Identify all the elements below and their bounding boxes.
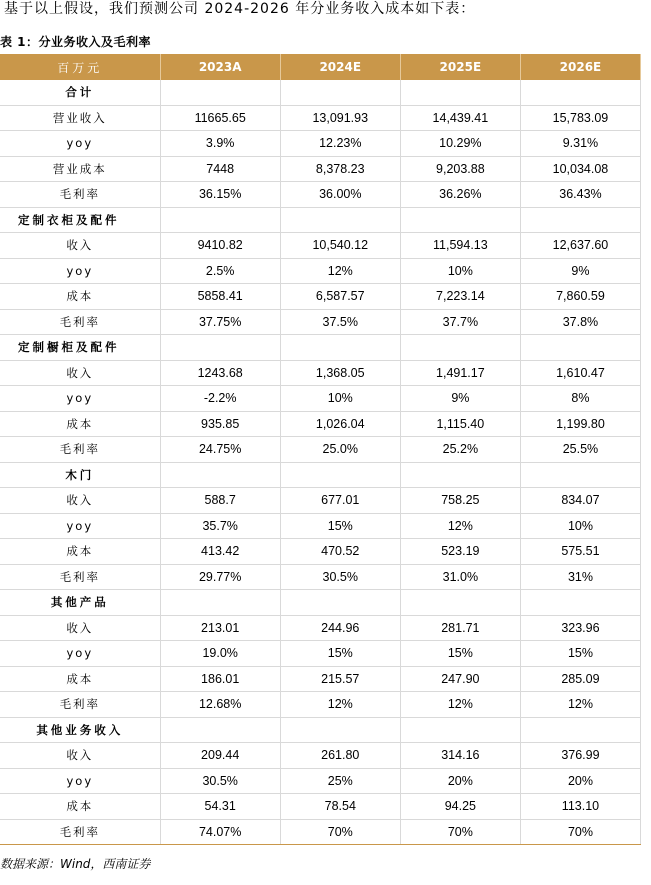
cell-value: 8,378.23 [280, 156, 400, 182]
cell-value [280, 335, 400, 361]
cell-value: 9% [520, 258, 640, 284]
cell-value: 1,199.80 [520, 411, 640, 437]
cell-value [400, 717, 520, 743]
table-row [0, 182, 641, 208]
header-2024e: 2024E [280, 54, 400, 80]
cell-value [520, 207, 640, 233]
section-label: 定制衣柜及配件 [0, 207, 160, 233]
table-row [0, 131, 641, 157]
cell-value: 935.85 [160, 411, 280, 437]
cell-value: 247.90 [400, 666, 520, 692]
row-label: 收入 [0, 233, 160, 259]
cell-value [160, 335, 280, 361]
cell-value: 37.8% [520, 309, 640, 335]
cell-value: 15% [280, 513, 400, 539]
section-label: 定制橱柜及配件 [0, 335, 160, 361]
cell-value: 36.15% [160, 182, 280, 208]
cell-value: 5858.41 [160, 284, 280, 310]
row-label: yoy [0, 258, 160, 284]
cell-value [400, 207, 520, 233]
cell-value: 2.5% [160, 258, 280, 284]
cell-value: 758.25 [400, 488, 520, 514]
table-row [0, 768, 641, 794]
row-label: 毛利率 [0, 819, 160, 845]
cell-value: 15% [280, 641, 400, 667]
cell-value: 24.75% [160, 437, 280, 463]
cell-value: 12% [280, 692, 400, 718]
cell-value: 523.19 [400, 539, 520, 565]
cell-value [520, 590, 640, 616]
table-row [0, 284, 641, 310]
table-row [0, 156, 641, 182]
cell-value [160, 717, 280, 743]
table-row [0, 360, 641, 386]
row-label: 毛利率 [0, 309, 160, 335]
cell-value: 20% [520, 768, 640, 794]
cell-value: 19.0% [160, 641, 280, 667]
cell-value: 37.75% [160, 309, 280, 335]
cell-value: 74.07% [160, 819, 280, 845]
row-label: 成本 [0, 794, 160, 820]
cell-value: 10% [520, 513, 640, 539]
cell-value: 54.31 [160, 794, 280, 820]
table-row [0, 692, 641, 718]
row-label: 成本 [0, 284, 160, 310]
cell-value: 31% [520, 564, 640, 590]
cell-value: 36.43% [520, 182, 640, 208]
cell-value: 314.16 [400, 743, 520, 769]
cell-value [280, 207, 400, 233]
cell-value: 13,091.93 [280, 105, 400, 131]
cell-value: 10.29% [400, 131, 520, 157]
cell-value [520, 462, 640, 488]
table-section-row [0, 717, 641, 743]
cell-value: 244.96 [280, 615, 400, 641]
row-label: 成本 [0, 666, 160, 692]
row-label: 营业收入 [0, 105, 160, 131]
cell-value: 20% [400, 768, 520, 794]
cell-value: 1243.68 [160, 360, 280, 386]
table-section-row [0, 335, 641, 361]
table-row [0, 539, 641, 565]
cell-value: 10,540.12 [280, 233, 400, 259]
table-row [0, 488, 641, 514]
cell-value: 36.00% [280, 182, 400, 208]
cell-value: 834.07 [520, 488, 640, 514]
data-source-note: 数据来源：Wind，西南证券 [0, 857, 151, 871]
row-label: yoy [0, 513, 160, 539]
row-label: 收入 [0, 360, 160, 386]
table-row [0, 386, 641, 412]
cell-value [160, 80, 280, 105]
header-2026e: 2026E [520, 54, 640, 80]
row-label: yoy [0, 131, 160, 157]
cell-value: 35.7% [160, 513, 280, 539]
cell-value [160, 590, 280, 616]
cell-value: 25.0% [280, 437, 400, 463]
cell-value: 10,034.08 [520, 156, 640, 182]
cell-value: 70% [520, 819, 640, 845]
cell-value: 470.52 [280, 539, 400, 565]
row-label: 收入 [0, 488, 160, 514]
cell-value: 94.25 [400, 794, 520, 820]
cell-value: 30.5% [280, 564, 400, 590]
cell-value: 9% [400, 386, 520, 412]
cell-value: 281.71 [400, 615, 520, 641]
cell-value [280, 590, 400, 616]
cell-value: 12% [400, 513, 520, 539]
cell-value: 186.01 [160, 666, 280, 692]
cell-value: 25% [280, 768, 400, 794]
cell-value: 14,439.41 [400, 105, 520, 131]
table-row [0, 437, 641, 463]
cell-value: 31.0% [400, 564, 520, 590]
row-label: 收入 [0, 743, 160, 769]
cell-value [400, 462, 520, 488]
intro-text: 基于以上假设，我们预测公司 2024-2026 年分业务收入成本如下表： [4, 1, 476, 17]
row-label: 收入 [0, 615, 160, 641]
table-row [0, 743, 641, 769]
row-label: 毛利率 [0, 182, 160, 208]
row-label: 毛利率 [0, 437, 160, 463]
cell-value [400, 590, 520, 616]
cell-value: 3.9% [160, 131, 280, 157]
table-section-row [0, 80, 641, 105]
table-section-row [0, 462, 641, 488]
table-row [0, 641, 641, 667]
cell-value: 15% [520, 641, 640, 667]
cell-value: 575.51 [520, 539, 640, 565]
revenue-cost-table [0, 54, 641, 845]
row-label: 成本 [0, 411, 160, 437]
cell-value: 213.01 [160, 615, 280, 641]
cell-value: 285.09 [520, 666, 640, 692]
cell-value: 113.10 [520, 794, 640, 820]
row-label: 成本 [0, 539, 160, 565]
table-row [0, 411, 641, 437]
row-label: 营业成本 [0, 156, 160, 182]
cell-value: 6,587.57 [280, 284, 400, 310]
cell-value: 15% [400, 641, 520, 667]
cell-value: 78.54 [280, 794, 400, 820]
cell-value [520, 335, 640, 361]
cell-value: 10% [280, 386, 400, 412]
header-unit: 百万元 [0, 54, 160, 80]
section-label: 木门 [0, 462, 160, 488]
cell-value [280, 80, 400, 105]
cell-value [520, 717, 640, 743]
row-label: yoy [0, 386, 160, 412]
row-label: 毛利率 [0, 692, 160, 718]
cell-value: 12% [400, 692, 520, 718]
table-row [0, 819, 641, 845]
cell-value [400, 80, 520, 105]
cell-value: 588.7 [160, 488, 280, 514]
table-row [0, 794, 641, 820]
cell-value: 1,115.40 [400, 411, 520, 437]
cell-value: 15,783.09 [520, 105, 640, 131]
cell-value: -2.2% [160, 386, 280, 412]
cell-value: 677.01 [280, 488, 400, 514]
table-body [0, 80, 641, 845]
cell-value [280, 717, 400, 743]
table-row [0, 666, 641, 692]
cell-value: 1,610.47 [520, 360, 640, 386]
cell-value [280, 462, 400, 488]
cell-value: 7,223.14 [400, 284, 520, 310]
cell-value: 70% [400, 819, 520, 845]
cell-value: 261.80 [280, 743, 400, 769]
cell-value: 11,594.13 [400, 233, 520, 259]
cell-value: 29.77% [160, 564, 280, 590]
cell-value [160, 207, 280, 233]
header-2023a: 2023A [160, 54, 280, 80]
header-2025e: 2025E [400, 54, 520, 80]
row-label: 毛利率 [0, 564, 160, 590]
table-row [0, 564, 641, 590]
cell-value [400, 335, 520, 361]
table-row [0, 258, 641, 284]
cell-value: 12% [280, 258, 400, 284]
row-label: yoy [0, 768, 160, 794]
table-caption: 表 1：分业务收入及毛利率 [0, 35, 152, 49]
table-row [0, 105, 641, 131]
section-label: 其他产品 [0, 590, 160, 616]
cell-value: 12% [520, 692, 640, 718]
cell-value: 12,637.60 [520, 233, 640, 259]
table-section-row [0, 207, 641, 233]
cell-value: 1,368.05 [280, 360, 400, 386]
table-header-row [0, 54, 641, 80]
cell-value: 12.68% [160, 692, 280, 718]
row-label: yoy [0, 641, 160, 667]
cell-value: 9410.82 [160, 233, 280, 259]
cell-value: 9,203.88 [400, 156, 520, 182]
cell-value: 7448 [160, 156, 280, 182]
table-row [0, 309, 641, 335]
cell-value: 215.57 [280, 666, 400, 692]
cell-value: 37.7% [400, 309, 520, 335]
cell-value [520, 80, 640, 105]
section-label: 其他业务收入 [0, 717, 160, 743]
cell-value: 323.96 [520, 615, 640, 641]
cell-value: 12.23% [280, 131, 400, 157]
cell-value: 70% [280, 819, 400, 845]
cell-value: 30.5% [160, 768, 280, 794]
table-row [0, 233, 641, 259]
section-label: 合计 [0, 80, 160, 105]
cell-value: 376.99 [520, 743, 640, 769]
cell-value: 413.42 [160, 539, 280, 565]
cell-value: 7,860.59 [520, 284, 640, 310]
cell-value: 209.44 [160, 743, 280, 769]
cell-value: 9.31% [520, 131, 640, 157]
cell-value: 1,026.04 [280, 411, 400, 437]
cell-value: 36.26% [400, 182, 520, 208]
cell-value: 25.2% [400, 437, 520, 463]
cell-value [160, 462, 280, 488]
cell-value: 1,491.17 [400, 360, 520, 386]
cell-value: 10% [400, 258, 520, 284]
cell-value: 37.5% [280, 309, 400, 335]
cell-value: 8% [520, 386, 640, 412]
table-row [0, 615, 641, 641]
table-section-row [0, 590, 641, 616]
cell-value: 11665.65 [160, 105, 280, 131]
cell-value: 25.5% [520, 437, 640, 463]
table-row [0, 513, 641, 539]
